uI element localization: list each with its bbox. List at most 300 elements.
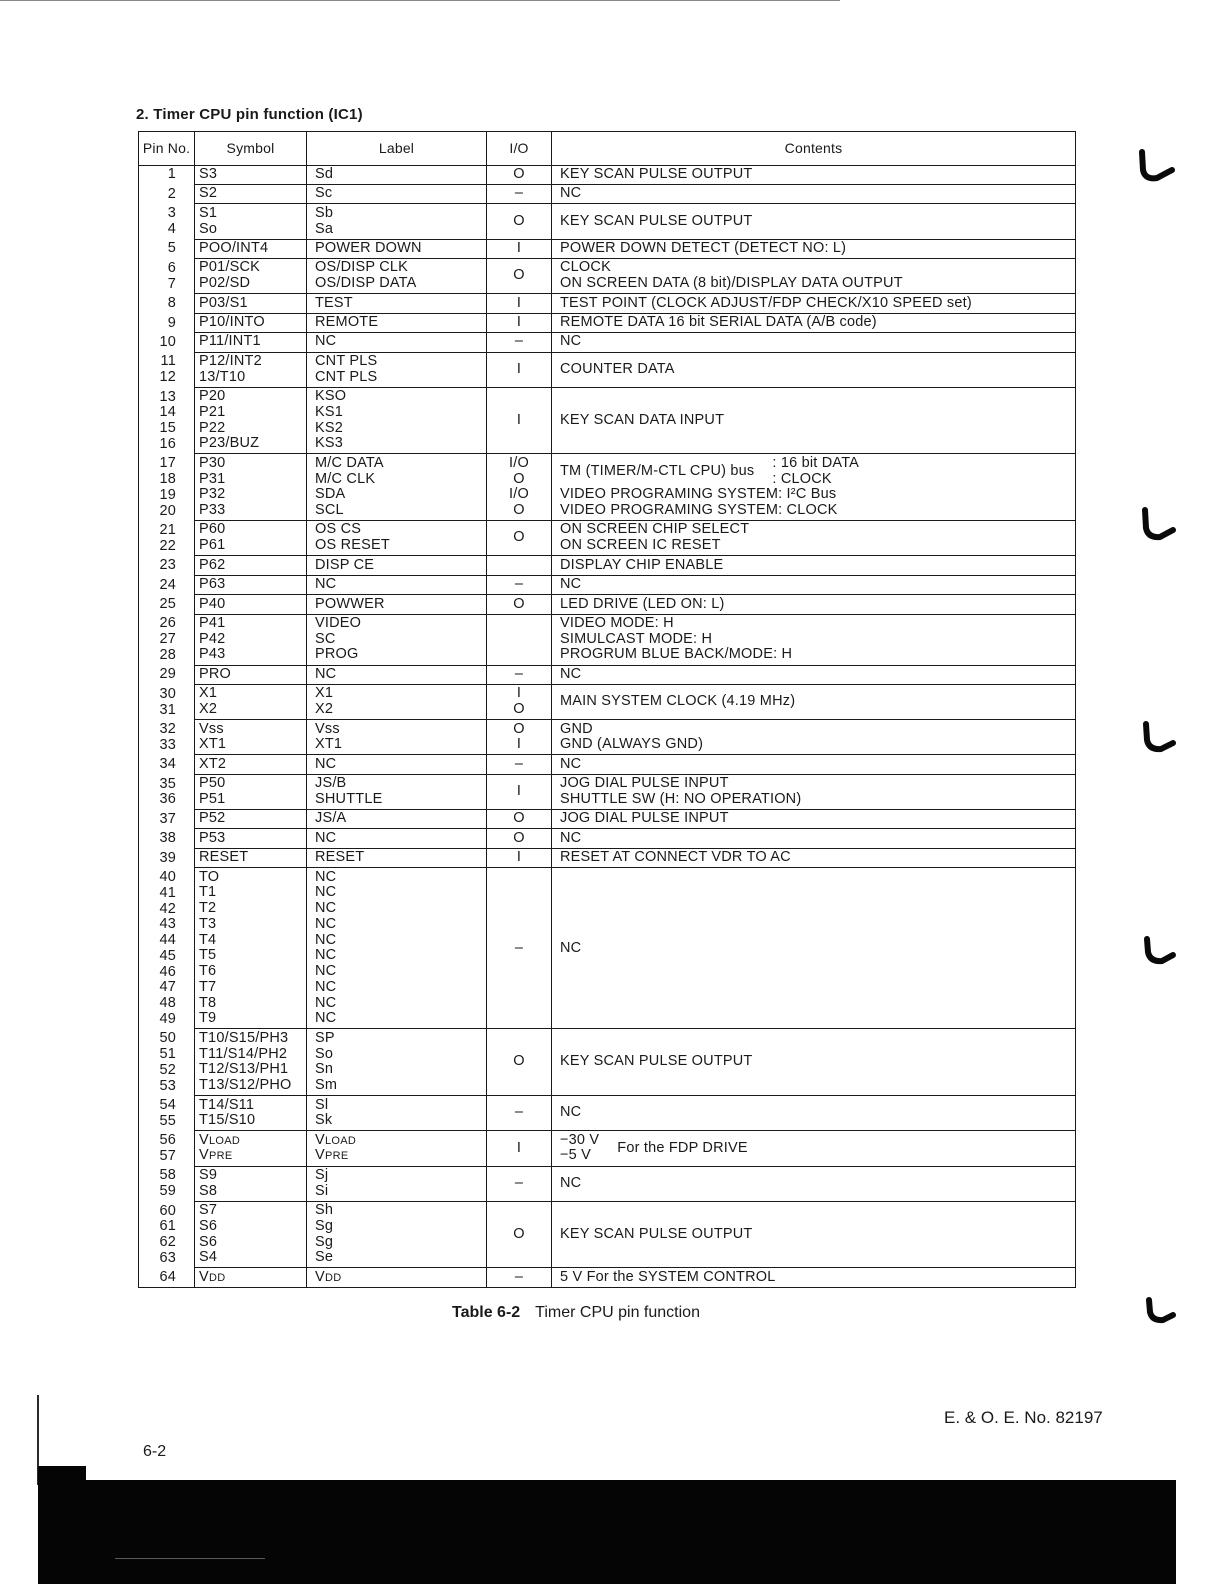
label-cell — [307, 1096, 487, 1131]
pin-number-cell — [139, 556, 195, 575]
label-text: NC — [315, 868, 337, 885]
contents-cell — [552, 1096, 1075, 1131]
contents-text: NC — [560, 185, 582, 202]
label-text: CNT PLS — [315, 352, 378, 369]
io-text: I — [516, 1139, 522, 1156]
io-cell — [487, 166, 552, 185]
contents-text: NC — [560, 576, 582, 593]
pin-number-cell — [139, 1202, 195, 1269]
label-text: SC — [315, 630, 336, 647]
pin-number-cell — [139, 595, 195, 614]
io-text: O — [513, 829, 525, 846]
pin-number-text: 24 — [159, 576, 176, 593]
label-cell — [307, 615, 487, 666]
symbol-cell — [195, 1167, 307, 1202]
label-cell — [307, 1268, 487, 1286]
symbol-cell — [195, 775, 307, 810]
label-text: NC — [315, 576, 337, 593]
io-text: I — [516, 360, 522, 377]
table-row — [139, 576, 1075, 595]
table-row — [139, 204, 1075, 239]
contents-cell — [552, 1029, 1075, 1096]
label-text: KSO — [315, 388, 347, 405]
table-row — [139, 1096, 1075, 1131]
io-cell — [487, 388, 552, 455]
io-cell — [487, 259, 552, 294]
label-cell — [307, 576, 487, 595]
symbol-text: XT2 — [199, 755, 227, 772]
label-text: POWER DOWN — [315, 239, 422, 256]
pin-number-cell — [139, 810, 195, 829]
contents-text: NC — [560, 755, 582, 772]
symbol-text: S4 — [199, 1249, 218, 1266]
contents-text: KEY SCAN DATA INPUT — [560, 411, 725, 428]
contents-text: GND (ALWAYS GND) — [560, 736, 704, 753]
pin-number-cell — [139, 576, 195, 595]
table-row — [139, 1268, 1075, 1286]
label-text: Sm — [315, 1077, 338, 1094]
contents-text: NC — [560, 333, 582, 350]
symbol-cell — [195, 868, 307, 1029]
symbol-cell — [195, 615, 307, 666]
label-text: SDA — [315, 486, 346, 503]
pin-number-text: 48 — [159, 995, 176, 1012]
io-text: – — [514, 1268, 524, 1285]
pin-number-text: 34 — [159, 756, 176, 773]
pin-number-text: 3 — [167, 205, 176, 222]
pin-number-text: 23 — [159, 557, 176, 574]
symbol-text: T1 — [199, 884, 217, 901]
symbol-text: P43 — [199, 646, 226, 663]
pin-number-text: 16 — [159, 435, 176, 452]
io-cell — [487, 666, 552, 685]
table-row — [139, 521, 1075, 556]
symbol-text: P40 — [199, 595, 226, 612]
contents-cell — [552, 666, 1075, 685]
symbol-text: P61 — [199, 537, 226, 554]
io-cell — [487, 615, 552, 666]
symbol-cell — [195, 1268, 307, 1286]
pin-number-cell — [139, 666, 195, 685]
contents-text: COUNTER DATA — [560, 360, 675, 377]
contents-text: REMOTE DATA 16 bit SERIAL DATA (A/B code) — [560, 314, 877, 331]
table-header-row — [139, 132, 1075, 166]
pin-number-text: 14 — [159, 404, 176, 421]
table-row — [139, 615, 1075, 666]
pin-number-cell — [139, 353, 195, 388]
header-symbol: Symbol — [195, 132, 307, 165]
pin-number-text: 46 — [159, 963, 176, 980]
contents-cell — [552, 556, 1075, 575]
pin-number-cell — [139, 294, 195, 313]
symbol-text: S7 — [199, 1202, 218, 1219]
contents-cell — [552, 685, 1075, 720]
contents-text: NC — [560, 1104, 582, 1121]
pin-number-cell — [139, 755, 195, 774]
symbol-text: P10/INTO — [199, 314, 265, 331]
io-text: O — [513, 810, 525, 827]
pin-number-cell — [139, 185, 195, 204]
label-cell — [307, 829, 487, 848]
symbol-text: T5 — [199, 947, 217, 964]
label-cell — [307, 521, 487, 556]
symbol-text: Vss — [199, 720, 224, 737]
label-text: Sn — [315, 1061, 334, 1078]
symbol-text: S3 — [199, 165, 218, 182]
pin-number-cell — [139, 1131, 195, 1166]
contents-text: VIDEO PROGRAMING SYSTEM: I²C Bus — [560, 486, 837, 503]
symbol-text: T15/S10 — [199, 1112, 256, 1129]
pin-number-text: 19 — [159, 486, 176, 503]
symbol-text: XT1 — [199, 736, 227, 753]
contents-cell — [552, 1202, 1075, 1269]
io-cell — [487, 556, 552, 575]
io-text: O — [513, 1225, 525, 1242]
label-cell — [307, 556, 487, 575]
symbol-text: P20 — [199, 388, 226, 405]
label-cell — [307, 775, 487, 810]
pin-number-text: 6 — [167, 259, 176, 276]
io-cell — [487, 521, 552, 556]
symbol-cell — [195, 521, 307, 556]
symbol-text: P12/INT2 — [199, 352, 262, 369]
symbol-cell — [195, 666, 307, 685]
contents-cell — [552, 1167, 1075, 1202]
io-cell — [487, 1029, 552, 1096]
label-cell — [307, 314, 487, 333]
symbol-text: So — [199, 220, 218, 237]
label-text: Sl — [315, 1096, 329, 1113]
label-text: OS/DISP CLK — [315, 259, 408, 276]
symbol-text: S1 — [199, 204, 218, 221]
io-cell — [487, 595, 552, 614]
contents-cell — [552, 755, 1075, 774]
table-row — [139, 755, 1075, 774]
pin-number-text: 37 — [159, 810, 176, 827]
pin-number-text: 1 — [167, 166, 176, 183]
label-text: NC — [315, 900, 337, 917]
contents-cell — [552, 353, 1075, 388]
symbol-text: P33 — [199, 502, 226, 519]
io-cell — [487, 810, 552, 829]
symbol-cell — [195, 204, 307, 239]
contents-cell — [552, 314, 1075, 333]
io-cell — [487, 720, 552, 755]
label-text: X1 — [315, 685, 334, 702]
label-text: KS1 — [315, 403, 344, 420]
label-text: VPRE — [315, 1147, 349, 1164]
symbol-cell — [195, 755, 307, 774]
pin-number-text: 58 — [159, 1167, 176, 1184]
symbol-cell — [195, 314, 307, 333]
table-row — [139, 556, 1075, 575]
symbol-text: P53 — [199, 829, 226, 846]
symbol-text: T10/S15/PH3 — [199, 1029, 289, 1046]
symbol-text: T11/S14/PH2 — [199, 1045, 288, 1062]
pin-table-body — [139, 166, 1075, 1287]
io-text: I — [516, 783, 522, 800]
pin-number-text: 63 — [159, 1249, 176, 1266]
label-text: Sg — [315, 1217, 334, 1234]
symbol-text: POO/INT4 — [199, 239, 269, 256]
symbol-text: VDD — [199, 1268, 226, 1285]
label-text: POWWER — [315, 595, 385, 612]
pin-number-text: 47 — [159, 979, 176, 996]
pin-number-text: 27 — [159, 631, 176, 648]
io-cell — [487, 1131, 552, 1166]
table-caption — [452, 1302, 700, 1324]
contents-text: ON SCREEN IC RESET — [560, 537, 721, 554]
label-cell — [307, 755, 487, 774]
contents-text: NC — [560, 939, 582, 956]
io-cell — [487, 353, 552, 388]
label-cell — [307, 259, 487, 294]
io-cell — [487, 454, 552, 521]
label-text: NC — [315, 1010, 337, 1027]
pin-number-cell — [139, 1167, 195, 1202]
table-row — [139, 166, 1075, 185]
io-cell — [487, 868, 552, 1029]
pin-number-text: 36 — [159, 791, 176, 808]
symbol-text: T4 — [199, 931, 217, 948]
symbol-text: P03/S1 — [199, 294, 248, 311]
contents-text: KEY SCAN PULSE OUTPUT — [560, 165, 753, 182]
pin-number-cell — [139, 166, 195, 185]
contents-left-column — [560, 464, 754, 480]
symbol-cell — [195, 720, 307, 755]
pin-number-cell — [139, 454, 195, 521]
io-cell — [487, 576, 552, 595]
pin-number-text: 12 — [159, 369, 176, 386]
label-text: JS/A — [315, 810, 347, 827]
contents-text: JOG DIAL PULSE INPUT — [560, 810, 729, 827]
binding-marks — [1128, 140, 1188, 1340]
section-title: 2. Timer CPU pin function (IC1) — [136, 106, 363, 123]
table-row — [139, 829, 1075, 848]
symbol-cell — [195, 454, 307, 521]
pin-number-text: 60 — [159, 1202, 176, 1219]
label-cell — [307, 810, 487, 829]
io-text: – — [514, 1174, 524, 1191]
io-text: O — [513, 720, 525, 737]
label-text: CNT PLS — [315, 368, 378, 385]
contents-cell — [552, 829, 1075, 848]
binding-mark — [1147, 939, 1173, 961]
label-text: VDD — [315, 1268, 342, 1285]
contents-cell — [552, 868, 1075, 1029]
label-text: VIDEO — [315, 614, 362, 631]
label-text: XT1 — [315, 736, 343, 753]
pin-number-text: 59 — [159, 1183, 176, 1200]
contents-text: : 16 bit DATA — [772, 454, 860, 471]
pin-number-text: 29 — [159, 666, 176, 683]
contents-cell — [552, 810, 1075, 829]
table-row — [139, 1029, 1075, 1096]
pin-number-cell — [139, 1029, 195, 1096]
symbol-text: 13/T10 — [199, 368, 246, 385]
symbol-text: P50 — [199, 775, 226, 792]
label-cell — [307, 333, 487, 352]
label-text: So — [315, 1045, 334, 1062]
io-text: – — [514, 576, 524, 593]
io-text: – — [514, 939, 524, 956]
io-text: – — [514, 755, 524, 772]
table-row — [139, 810, 1075, 829]
label-text: RESET — [315, 849, 365, 866]
symbol-cell — [195, 595, 307, 614]
binding-mark — [1145, 510, 1173, 537]
pin-number-text: 43 — [159, 916, 176, 933]
table-row — [139, 333, 1075, 352]
label-cell — [307, 666, 487, 685]
pin-number-text: 25 — [159, 596, 176, 613]
contents-text: ON SCREEN DATA (8 bit)/DISPLAY DATA OUTPUT — [560, 275, 903, 292]
pin-number-cell — [139, 615, 195, 666]
symbol-cell — [195, 1096, 307, 1131]
io-cell — [487, 333, 552, 352]
label-cell — [307, 454, 487, 521]
contents-cell — [552, 1131, 1075, 1166]
label-text: PROG — [315, 646, 359, 663]
label-text: SCL — [315, 502, 344, 519]
pin-number-text: 31 — [159, 701, 176, 718]
symbol-cell — [195, 353, 307, 388]
pin-number-text: 17 — [159, 455, 176, 472]
table-row — [139, 240, 1075, 259]
contents-text: : CLOCK — [772, 470, 832, 487]
header-io: I/O — [487, 132, 552, 165]
symbol-text: PRO — [199, 665, 232, 682]
pin-number-text: 32 — [159, 721, 176, 738]
io-cell — [487, 1167, 552, 1202]
symbol-text: P63 — [199, 576, 226, 593]
label-text: OS/DISP DATA — [315, 275, 417, 292]
pin-number-text: 20 — [159, 502, 176, 519]
label-text: NC — [315, 333, 337, 350]
symbol-text: S6 — [199, 1233, 218, 1250]
table-row — [139, 666, 1075, 685]
symbol-text: P60 — [199, 521, 226, 538]
io-cell — [487, 829, 552, 848]
label-text: Sg — [315, 1233, 334, 1250]
symbol-cell — [195, 685, 307, 720]
table-row — [139, 294, 1075, 313]
pin-number-text: 52 — [159, 1061, 176, 1078]
label-text: NC — [315, 665, 337, 682]
io-text: I — [516, 736, 522, 753]
contents-cell — [552, 521, 1075, 556]
io-text: I — [516, 314, 522, 331]
pin-number-text: 39 — [159, 849, 176, 866]
symbol-cell — [195, 576, 307, 595]
io-text: I — [516, 294, 522, 311]
io-cell — [487, 755, 552, 774]
contents-text: KEY SCAN PULSE OUTPUT — [560, 1225, 753, 1242]
pin-number-text: 22 — [159, 537, 176, 554]
pin-number-cell — [139, 868, 195, 1029]
symbol-text: P23/BUZ — [199, 435, 260, 452]
page-number: 6-2 — [143, 1443, 167, 1460]
io-cell — [487, 1268, 552, 1286]
label-text: Sj — [315, 1166, 329, 1183]
label-text: NC — [315, 978, 337, 995]
label-text: NC — [315, 884, 337, 901]
contents-text: KEY SCAN PULSE OUTPUT — [560, 1053, 753, 1070]
table-row — [139, 849, 1075, 868]
io-text: O — [513, 212, 525, 229]
io-cell — [487, 775, 552, 810]
label-text: OS RESET — [315, 537, 390, 554]
io-text: – — [514, 665, 524, 682]
pin-number-text: 28 — [159, 646, 176, 663]
label-text: Sd — [315, 165, 334, 182]
pin-number-cell — [139, 388, 195, 455]
symbol-cell — [195, 849, 307, 868]
label-text: Sk — [315, 1112, 333, 1129]
pin-number-text: 33 — [159, 736, 176, 753]
pin-number-text: 50 — [159, 1030, 176, 1047]
io-cell — [487, 685, 552, 720]
io-text: O — [513, 165, 525, 182]
pin-number-text: 18 — [159, 471, 176, 488]
caption-text: Timer CPU pin function — [535, 1304, 700, 1321]
label-cell — [307, 1202, 487, 1269]
symbol-text: P21 — [199, 403, 226, 420]
pin-number-text: 49 — [159, 1010, 176, 1027]
header-contents: Contents — [784, 140, 843, 157]
pin-number-text: 41 — [159, 884, 176, 901]
symbol-text: X2 — [199, 701, 218, 718]
errors-omissions-note: E. & O. E. No. 82197 — [944, 1408, 1103, 1427]
symbol-text: T8 — [199, 994, 217, 1011]
scan-artifact-top-line — [0, 0, 840, 1]
pin-number-cell — [139, 775, 195, 810]
label-text: DISP CE — [315, 556, 375, 573]
label-cell — [307, 166, 487, 185]
io-text: I — [516, 685, 522, 702]
label-text: REMOTE — [315, 314, 379, 331]
symbol-text: TO — [199, 868, 220, 885]
contents-right-column — [617, 1141, 747, 1157]
binding-mark — [1149, 1300, 1173, 1320]
contents-cell — [552, 720, 1075, 755]
table-row — [139, 1131, 1075, 1166]
table-row — [139, 353, 1075, 388]
io-cell — [487, 240, 552, 259]
label-text: SHUTTLE — [315, 790, 383, 807]
table-row — [139, 259, 1075, 294]
symbol-text: P32 — [199, 486, 226, 503]
symbol-text: T7 — [199, 978, 217, 995]
contents-cell — [552, 185, 1075, 204]
label-text: NC — [315, 755, 337, 772]
pin-number-cell — [139, 829, 195, 848]
pin-number-text: 30 — [159, 685, 176, 702]
label-text: VLOAD — [315, 1131, 357, 1148]
symbol-text: S9 — [199, 1166, 218, 1183]
contents-text: NC — [560, 829, 582, 846]
contents-text: JOG DIAL PULSE INPUT — [560, 775, 729, 792]
contents-composite — [560, 456, 1075, 488]
symbol-cell — [195, 294, 307, 313]
symbol-text: T13/S12/PHO — [199, 1077, 292, 1094]
pin-number-cell — [139, 685, 195, 720]
pin-number-text: 26 — [159, 615, 176, 632]
label-text: M/C CLK — [315, 470, 376, 487]
symbol-text: T3 — [199, 915, 217, 932]
table-row — [139, 388, 1075, 455]
label-cell — [307, 388, 487, 455]
